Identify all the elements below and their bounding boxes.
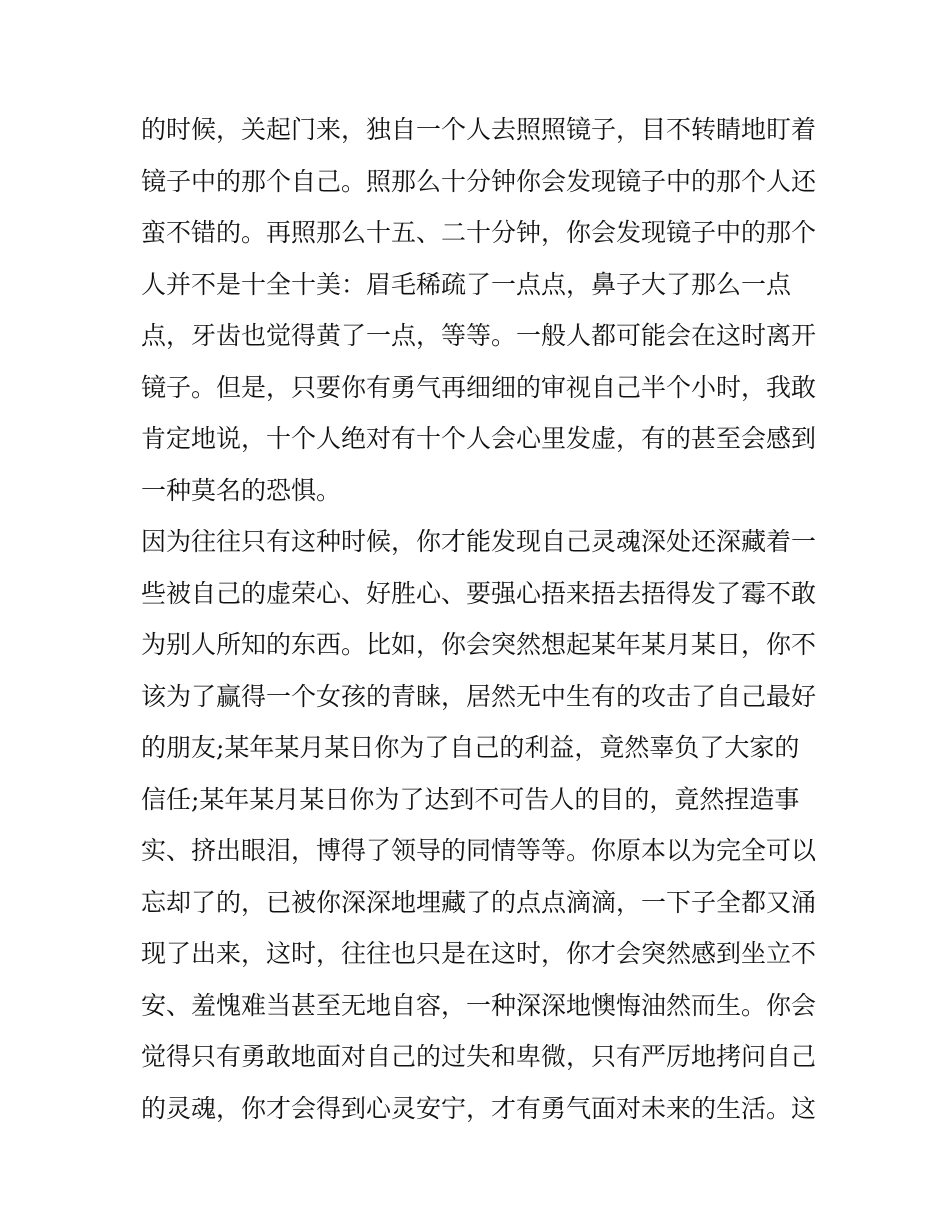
text-line: 因为往往只有这种时候，你才能发现自己灵魂深处还深藏着一	[141, 527, 817, 556]
text-line: 安、羞愧难当甚至无地自容，一种深深地懊悔油然而生。你会	[141, 990, 817, 1020]
text-line: 为别人所知的东西。比如，你会突然想起某年某月某日，你不	[141, 630, 817, 659]
text-line: 该为了赢得一个女孩的青睐，居然无中生有的攻击了自己最好	[141, 681, 817, 711]
text-line: 蛮不错的。再照那么十五、二十分钟，你会发现镜子中的那个	[141, 218, 817, 247]
text-line: 现了出来，这时，往往也只是在这时，你才会突然感到坐立不	[141, 939, 817, 968]
text-line: 人并不是十全十美：眉毛稀疏了一点点，鼻子大了那么一点	[141, 269, 792, 299]
text-line: 镜子。但是，只要你有勇气再细细的审视自己半个小时，我敢	[141, 372, 817, 402]
text-line: 肯定地说，十个人绝对有十个人会心里发虚，有的甚至会感到	[141, 424, 817, 453]
text-line: 的时候，关起门来，独自一个人去照照镜子，目不转睛地盯着	[141, 115, 817, 144]
text-line: 的灵魂，你才会得到心灵安宁，才有勇气面对未来的生活。这	[141, 1093, 817, 1123]
text-line: 忘却了的，已被你深深地埋藏了的点点滴滴，一下子全都又涌	[141, 887, 817, 917]
text-line: 信任;某年某月某日你为了达到不可告人的目的，竟然捏造事	[141, 784, 800, 814]
text-line: 实、挤出眼泪，博得了领导的同情等等。你原本以为完全可以	[141, 836, 817, 865]
text-line: 觉得只有勇敢地面对自己的过失和卑微，只有严厉地拷问自己	[141, 1042, 817, 1071]
text-line: 的朋友;某年某月某日你为了自己的利益，竟然辜负了大家的	[141, 733, 800, 762]
text-line: 些被自己的虚荣心、好胜心、要强心捂来捂去捂得发了霉不敢	[141, 578, 817, 608]
text-line: 点，牙齿也觉得黄了一点，等等。一般人都可能会在这时离开	[141, 321, 817, 350]
text-line: 镜子中的那个自己。照那么十分钟你会发现镜子中的那个人还	[141, 166, 817, 196]
text-line: 一种莫名的恐惧。	[141, 475, 342, 505]
body-text	[141, 104, 821, 1134]
